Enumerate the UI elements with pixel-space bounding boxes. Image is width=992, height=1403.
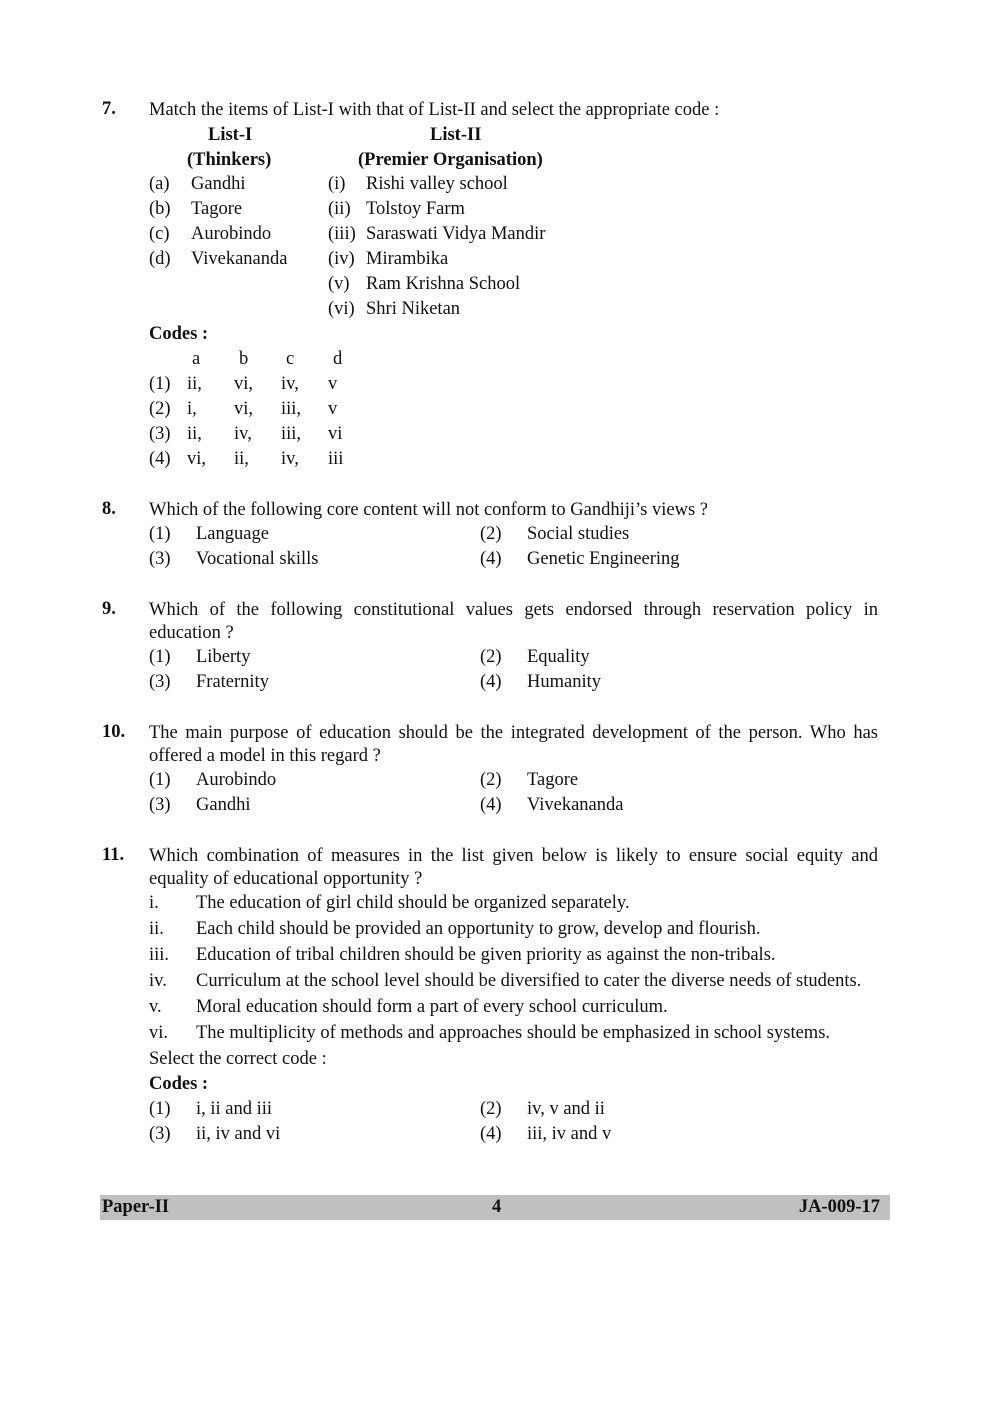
list2-label: (vi): [328, 299, 355, 319]
code-option-label: (3): [149, 424, 171, 444]
option-label: (3): [149, 672, 171, 692]
question-text: Which of the following constitutional values gets endorsed through reservation policy in education ?: [149, 600, 878, 643]
select-instruction: Select the correct code :: [149, 1049, 327, 1069]
list2-item: Ram Krishna School: [366, 274, 521, 294]
list2-item: Saraswati Vidya Mandir: [366, 224, 546, 244]
option-row: [149, 793, 878, 818]
code-value: vi,: [234, 374, 254, 394]
statement-label: ii.: [149, 919, 164, 939]
code-value: vi: [328, 424, 343, 444]
options: [149, 522, 878, 572]
list1-item: Aurobindo: [191, 224, 272, 244]
list1-item: Gandhi: [191, 174, 246, 194]
option-text: Language: [196, 524, 269, 544]
list2-label: (iii): [328, 224, 356, 244]
statement-item: [149, 917, 878, 941]
option-label: (1): [149, 647, 171, 667]
question-number: 9.: [102, 599, 116, 619]
footer-code: JA-009-17: [798, 1197, 880, 1217]
option-text: Humanity: [527, 672, 601, 692]
list2-title: List-II: [430, 125, 482, 145]
code-col-header: b: [239, 349, 249, 369]
option-label: (4): [480, 795, 502, 815]
option-row: [149, 547, 878, 572]
option-label: (1): [149, 770, 171, 790]
statement-text: Moral education should form a part of every school curriculum.: [196, 997, 668, 1017]
option-row: [149, 1097, 878, 1122]
option-row: [149, 1122, 878, 1147]
list2-item: Shri Niketan: [366, 299, 461, 319]
list2-label: (ii): [328, 199, 351, 219]
code-col-header: c: [286, 349, 295, 369]
code-value: i,: [187, 399, 197, 419]
statement-item: [149, 969, 878, 993]
code-value: v: [328, 399, 338, 419]
statement-text: Each child should be provided an opportunity to grow, develop and flourish.: [196, 919, 761, 939]
option-label: (4): [480, 1124, 502, 1144]
codes-label: Codes :: [149, 1074, 209, 1094]
option-text: Vivekananda: [527, 795, 624, 815]
code-value: vi,: [187, 449, 207, 469]
question-number: 11.: [102, 845, 125, 865]
statement-item: [149, 995, 878, 1019]
option-label: (3): [149, 549, 171, 569]
options: [149, 645, 878, 695]
list2-label: (i): [328, 174, 346, 194]
list2-label: (iv): [328, 249, 355, 269]
list2-item: Mirambika: [366, 249, 449, 269]
list2-subtitle: (Premier Organisation): [358, 150, 543, 170]
code-value: vi,: [234, 399, 254, 419]
statement-label: i.: [149, 893, 159, 913]
code-row: [149, 447, 878, 472]
match-row: [149, 297, 878, 322]
option-label: (2): [480, 770, 502, 790]
match-row: [149, 247, 878, 272]
code-value: v: [328, 374, 338, 394]
statement-label: v.: [149, 997, 162, 1017]
question-number: 7.: [102, 99, 116, 119]
statement-text: Education of tribal children should be given priority as against the non-tribals.: [196, 945, 776, 965]
code-option-label: (4): [149, 449, 171, 469]
question-number: 10.: [102, 722, 126, 742]
code-value: iii,: [281, 424, 302, 444]
list2-item: Tolstoy Farm: [366, 199, 465, 219]
page-number: 4: [492, 1197, 502, 1217]
statement-text: The multiplicity of methods and approaches should be emphasized in school systems.: [196, 1023, 831, 1043]
options: [149, 768, 878, 818]
statement-label: vi.: [149, 1023, 169, 1043]
codes-header-row: [149, 347, 878, 372]
option-text: Genetic Engineering: [527, 549, 680, 569]
option-text: i, ii and iii: [196, 1099, 273, 1119]
option-text: ii, iv and vi: [196, 1124, 281, 1144]
option-row: [149, 522, 878, 547]
list1-subtitle: (Thinkers): [187, 150, 272, 170]
code-value: iv,: [281, 374, 299, 394]
list1-item: Vivekananda: [191, 249, 288, 269]
statement-label: iii.: [149, 945, 170, 965]
statement-text: The education of girl child should be organized separately.: [196, 893, 630, 913]
match-row: [149, 272, 878, 297]
code-value: iii: [328, 449, 344, 469]
list-headers: [149, 122, 878, 172]
option-label: (2): [480, 1099, 502, 1119]
codes-label: Codes :: [149, 324, 209, 344]
code-row: [149, 372, 878, 397]
code-value: ii,: [187, 424, 202, 444]
statement-list: [149, 891, 878, 1045]
statement-item: [149, 943, 878, 967]
question-text: The main purpose of education should be the integrated development of the person. Who has offered a model in this regard ?: [149, 723, 878, 766]
option-text: Vocational skills: [196, 549, 319, 569]
code-value: ii,: [187, 374, 202, 394]
question-text: Match the items of List-I with that of List-II and select the appropriate code :: [149, 100, 720, 120]
list1-title: List-I: [208, 125, 253, 145]
code-col-header: a: [192, 349, 201, 369]
option-text: Social studies: [527, 524, 630, 544]
options: [149, 1097, 878, 1147]
option-label: (4): [480, 672, 502, 692]
code-option-label: (2): [149, 399, 171, 419]
option-label: (3): [149, 1124, 171, 1144]
option-label: (4): [480, 549, 502, 569]
option-text: Aurobindo: [196, 770, 277, 790]
list1-label: (b): [149, 199, 171, 219]
code-row: [149, 422, 878, 447]
match-list: [149, 172, 878, 322]
option-label: (3): [149, 795, 171, 815]
question-number: 8.: [102, 499, 116, 519]
option-text: Tagore: [527, 770, 579, 790]
option-label: (2): [480, 647, 502, 667]
list1-label: (a): [149, 174, 170, 194]
code-row: [149, 397, 878, 422]
question-text: Which of the following core content will not conform to Gandhiji’s views ?: [149, 500, 708, 520]
option-text: Fraternity: [196, 672, 269, 692]
list1-item: Tagore: [191, 199, 243, 219]
question-9: [102, 599, 878, 695]
list2-item: Rishi valley school: [366, 174, 508, 194]
question-7: [102, 99, 878, 472]
question-8: [102, 499, 878, 572]
page-footer: [100, 1195, 890, 1220]
codes-table: [149, 347, 878, 472]
option-label: (1): [149, 1099, 171, 1119]
question-text: Which combination of measures in the list given below is likely to ensure social equity and equality of educational opportunity ?: [149, 846, 878, 889]
question-10: [102, 722, 878, 818]
match-row: [149, 197, 878, 222]
statement-text: Curriculum at the school level should be diversified to cater the diverse needs of students.: [196, 971, 862, 991]
code-value: iv,: [234, 424, 252, 444]
footer-paper: Paper-II: [102, 1197, 170, 1217]
option-text: iii, iv and v: [527, 1124, 612, 1144]
match-row: [149, 222, 878, 247]
code-option-label: (1): [149, 374, 171, 394]
option-text: Liberty: [196, 647, 251, 667]
list1-label: (d): [149, 249, 171, 269]
option-label: (2): [480, 524, 502, 544]
statement-label: iv.: [149, 971, 167, 991]
question-11: [102, 845, 878, 1147]
option-row: [149, 670, 878, 695]
list1-label: (c): [149, 224, 170, 244]
code-value: iii,: [281, 399, 302, 419]
list2-label: (v): [328, 274, 350, 294]
option-label: (1): [149, 524, 171, 544]
option-text: iv, v and ii: [527, 1099, 605, 1119]
statement-item: [149, 1021, 878, 1045]
option-row: [149, 768, 878, 793]
match-row: [149, 172, 878, 197]
statement-item: [149, 891, 878, 915]
code-col-header: d: [333, 349, 343, 369]
code-value: iv,: [281, 449, 299, 469]
option-text: Equality: [527, 647, 590, 667]
option-text: Gandhi: [196, 795, 251, 815]
code-value: ii,: [234, 449, 249, 469]
option-row: [149, 645, 878, 670]
